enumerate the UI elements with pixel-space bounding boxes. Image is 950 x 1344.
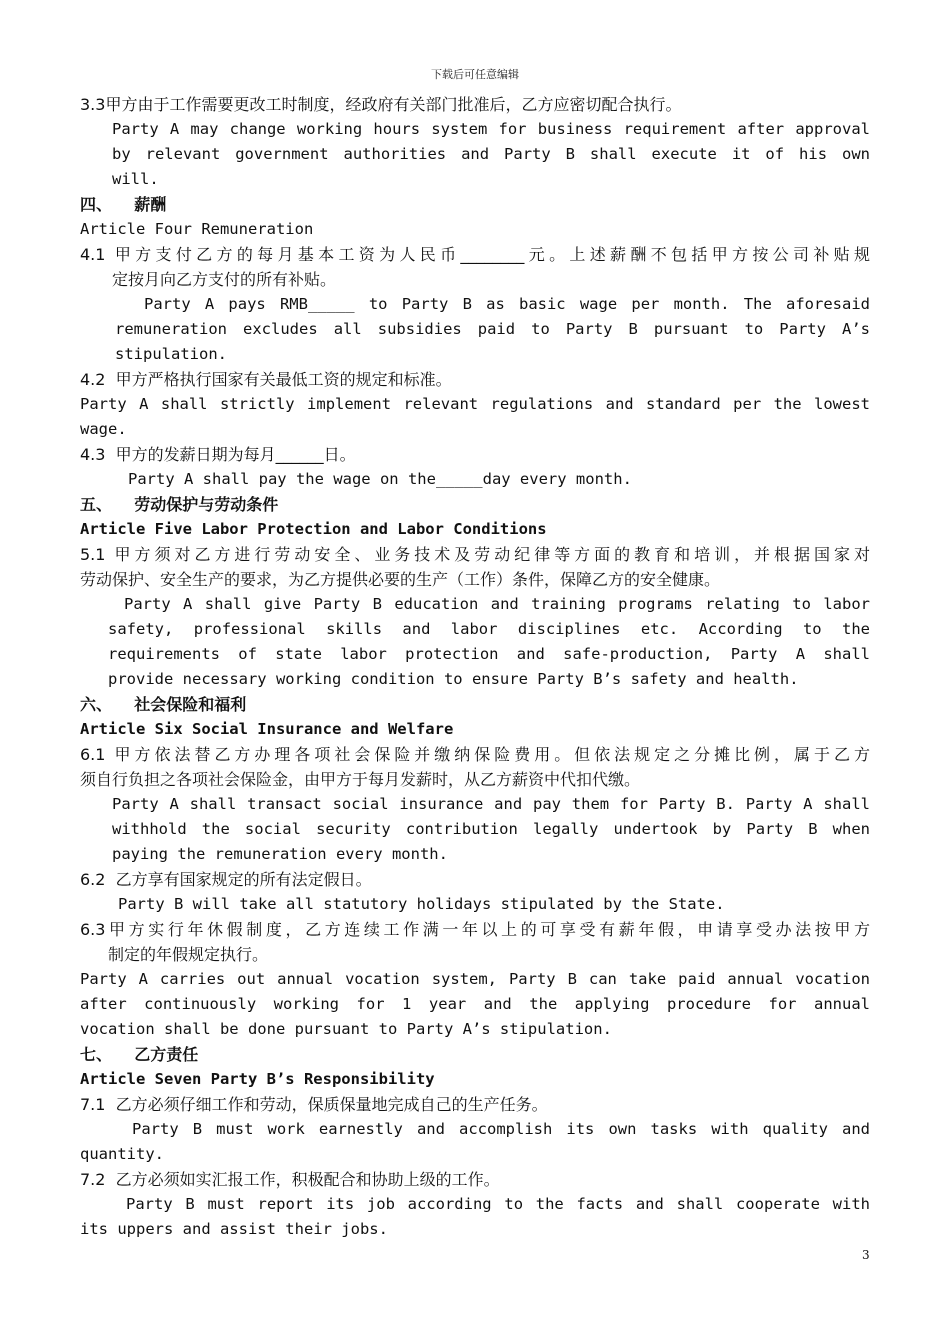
text-line: 4.2 甲方严格执行国家有关最低工资的规定和标准。 bbox=[80, 370, 452, 389]
section-heading: Article Seven Party B’s Responsibility bbox=[80, 1070, 435, 1088]
text-line: Party B must work earnestly and accomplish its own tasks with quality and bbox=[132, 1120, 870, 1138]
text-line: Article Four Remuneration bbox=[80, 220, 314, 238]
text-line: 制定的年假规定执行。 bbox=[108, 945, 269, 964]
text-line: 6.3甲方实行年休假制度，乙方连续工作满一年以上的可享受有薪年假，申请享受办法按甲方 bbox=[80, 920, 870, 939]
text-line: withhold the social security contribution legally undertook by Party B when bbox=[112, 820, 870, 838]
section-heading: 七、 乙方责任 bbox=[80, 1045, 199, 1064]
document-body bbox=[80, 92, 870, 1242]
text-line: will. bbox=[112, 170, 159, 188]
section-heading: Article Six Social Insurance and Welfare bbox=[80, 720, 454, 738]
text-line: Party B will take all statutory holidays stipulated by the State. bbox=[118, 895, 725, 913]
section-heading: 四、 薪酬 bbox=[80, 195, 167, 214]
text-line: provide necessary working condition to ensure Party B’s safety and health. bbox=[108, 670, 799, 688]
text-line: Party A shall pay the wage on the_____day every month. bbox=[128, 470, 632, 488]
text-line: Party A shall give Party B education and training programs relating to labor bbox=[124, 595, 870, 613]
text-line: its uppers and assist their jobs. bbox=[80, 1220, 388, 1238]
text-line: Party A pays RMB_____ to Party B as basic wage per month. The aforesaid bbox=[144, 295, 870, 313]
text-line: Party A carries out annual vocation system, Party B can take paid annual vocation bbox=[80, 970, 870, 988]
text-line: 3.3甲方由于工作需要更改工时制度，经政府有关部门批准后，乙方应密切配合执行。 bbox=[80, 95, 682, 114]
text-line: paying the remuneration every month. bbox=[112, 845, 448, 863]
text-line: wage. bbox=[80, 420, 127, 438]
section-heading: 六、 社会保险和福利 bbox=[80, 695, 247, 714]
text-line: quantity. bbox=[80, 1145, 164, 1163]
text-line: 4.1 甲方支付乙方的每月基本工资为人民币________元。上述薪酬不包括甲方按公司补贴规 bbox=[80, 245, 870, 264]
section-heading: 五、 劳动保护与劳动条件 bbox=[80, 495, 279, 514]
text-line: Party A may change working hours system for business requirement after approval bbox=[112, 120, 870, 138]
text-line: safety, professional skills and labor disciplines etc. According to the bbox=[108, 620, 870, 638]
text-line: Party A shall strictly implement relevant regulations and standard per the lowest bbox=[80, 395, 870, 413]
page-header: 下载后可任意编辑 bbox=[431, 68, 519, 81]
text-line: vocation shall be done pursuant to Party A’s stipulation. bbox=[80, 1020, 612, 1038]
text-line: 劳动保护、安全生产的要求，为乙方提供必要的生产（工作）条件，保障乙方的安全健康。 bbox=[80, 570, 721, 589]
text-line: stipulation. bbox=[115, 345, 227, 363]
text-line: after continuously working for 1 year and the applying procedure for annual bbox=[80, 995, 870, 1013]
text-line: 6.1 甲方依法替乙方办理各项社会保险并缴纳保险费用。但依法规定之分摊比例，属于乙方 bbox=[80, 745, 870, 764]
text-line: 定按月向乙方支付的所有补贴。 bbox=[112, 270, 337, 289]
text-line: 5.1 甲方须对乙方进行劳动安全、业务技术及劳动纪律等方面的教育和培训，并根据国家对 bbox=[80, 545, 870, 564]
text-line: 7.1 乙方必须仔细工作和劳动，保质保量地完成自己的生产任务。 bbox=[80, 1095, 548, 1114]
section-heading: Article Five Labor Protection and Labor Conditions bbox=[80, 520, 547, 538]
text-line: 4.3 甲方的发薪日期为每月______日。 bbox=[80, 445, 356, 464]
page-number: 3 bbox=[862, 1248, 870, 1262]
text-line: by relevant government authorities and Party B shall execute it of his own bbox=[112, 145, 870, 163]
text-line: 须自行负担之各项社会保险金，由甲方于每月发薪时，从乙方薪资中代扣代缴。 bbox=[80, 770, 641, 789]
text-line: 6.2 乙方享有国家规定的所有法定假日。 bbox=[80, 870, 372, 889]
text-line: 7.2 乙方必须如实汇报工作，积极配合和协助上级的工作。 bbox=[80, 1170, 500, 1189]
text-line: Party A shall transact social insurance and pay them for Party B. Party A shall bbox=[112, 795, 870, 813]
text-line: remuneration excludes all subsidies paid to Party B pursuant to Party A’s bbox=[115, 320, 870, 338]
text-line: requirements of state labor protection and safe-production, Party A shall bbox=[108, 645, 870, 663]
text-line: Party B must report its job according to the facts and shall cooperate with bbox=[126, 1195, 870, 1213]
